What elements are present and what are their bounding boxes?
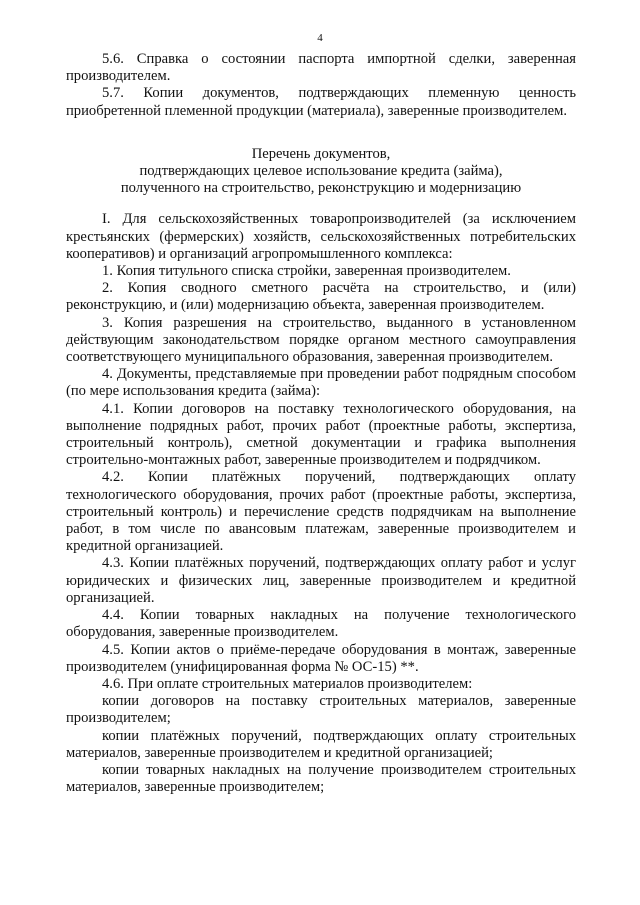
paragraph-item-4: 4. Документы, представляемые при проведении работ подрядным способом (по мере использования кредита (займа): <box>66 366 576 400</box>
paragraph-5-6: 5.6. Справка о состоянии паспорта импортной сделки, заверенная производителем. <box>66 51 576 85</box>
paragraph-waybills: копии товарных накладных на получение производителем строительных материалов, заверенные производителем; <box>66 761 576 796</box>
paragraph-item-4-2: 4.2. Копии платёжных поручений, подтверждающих оплату технологического оборудования, прочих работ (проектные работы, экспертиза, строительный контроль) и перечисление средств подрядчикам на выполнение работ, в том числе по авансовым платежам, заверенные производителем и кредитной организацией. <box>66 469 576 555</box>
paragraph-item-3: 3. Копия разрешения на строительство, выданного в установленном действующим законодательством порядке органом местного самоуправления соответствующего муниципального образования, заверенная производителем. <box>66 314 576 366</box>
paragraph-item-4-3: 4.3. Копии платёжных поручений, подтверждающих оплату работ и услуг юридических и физических лиц, заверенные производителем и кредитной организацией. <box>66 555 576 606</box>
paragraph-section-i: I. Для сельскохозяйственных товаропроизводителей (за исключением крестьянских (фермерских) хозяйств, сельскохозяйственных потребительских кооперативов) и организаций агропромышленного комплекса: <box>66 211 576 262</box>
paragraph-item-2: 2. Копия сводного сметного расчёта на строительство, и (или) реконструкцию, и (или) модернизацию объекта, заверенная производителем. <box>66 280 576 314</box>
paragraph-contracts: копии договоров на поставку строительных материалов, заверенные производителем; <box>66 693 576 727</box>
paragraph-5-7: 5.7. Копии документов, подтверждающих племенную ценность приобретенной племенной продукции (материала), заверенные производителем. <box>66 85 576 119</box>
paragraph-item-4-6: 4.6. При оплате строительных материалов производителем: <box>102 675 473 692</box>
page-number: 4 <box>317 32 323 44</box>
heading-line: полученного на строительство, реконструкцию и модернизацию <box>120 180 522 197</box>
paragraph-item-4-4: 4.4. Копии товарных накладных на получение технологического оборудования, заверенные производителем. <box>66 607 576 641</box>
paragraph-item-4-5: 4.5. Копии актов о приёме-передаче оборудования в монтаж, заверенные производителем (унифицированная форма № ОС-15) **. <box>66 641 576 675</box>
heading-line: подтверждающих целевое использование кредита (займа), <box>139 163 503 180</box>
paragraph-payment-orders: копии платёжных поручений, подтверждающих оплату строительных материалов, заверенные производителем и кредитной организацией; <box>66 727 576 761</box>
heading-line: Перечень документов, <box>251 145 391 162</box>
section-heading <box>66 146 576 198</box>
spacer <box>66 120 576 134</box>
paragraph-item-4-1: 4.1. Копии договоров на поставку технологического оборудования, на выполнение подрядных работ, прочих работ (проектные работы, экспертиза, строительный контроль), сметной документации и графика выполнения строительно-монтажных работ, заверенные производителем и подрядчиком. <box>66 400 576 469</box>
document-body <box>66 51 576 796</box>
paragraph-item-1: 1. Копия титульного списка стройки, заверенная производителем. <box>102 263 511 280</box>
